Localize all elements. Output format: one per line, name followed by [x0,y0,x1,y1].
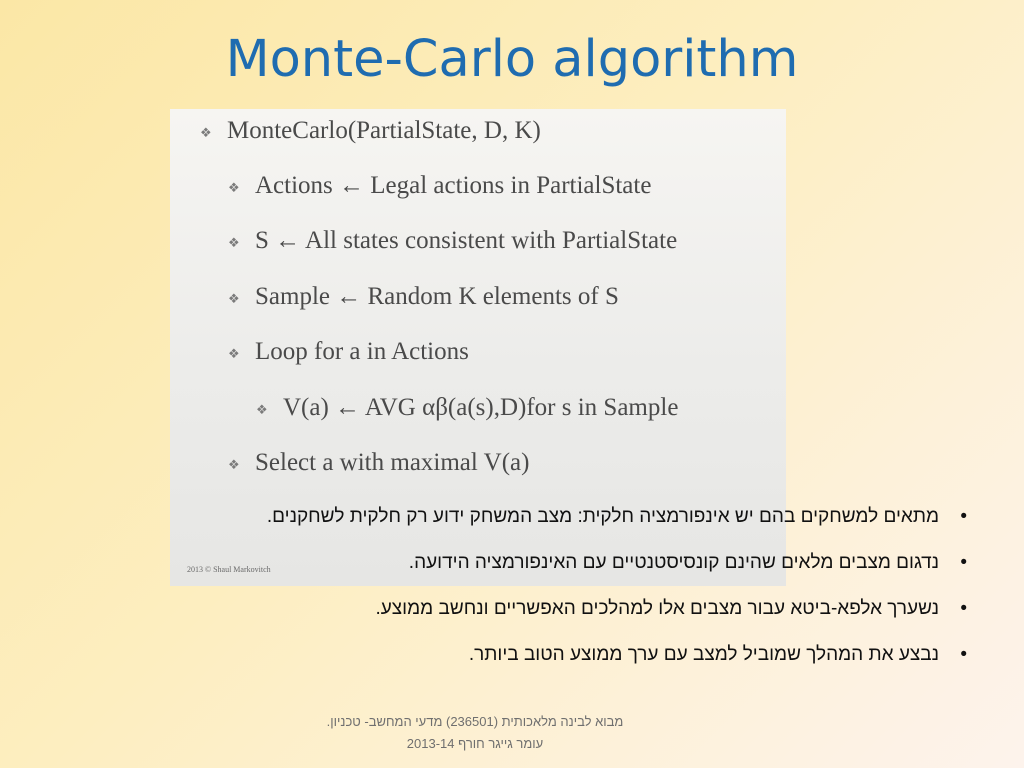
diamond-bullet-icon: ❖ [228,457,240,472]
bullet-icon: • [960,506,967,527]
diamond-bullet-icon: ❖ [228,346,240,361]
list-item-text: נבצע את המהלך שמוביל למצב עם ערך ממוצע הטוב ביותר. [468,644,939,665]
algorithm-line: Sample ← Random K elements of S [255,283,619,310]
list-item-text: נדגום מצבים מלאים שהינם קונסיסטנטיים עם האינפורמציה הידועה. [408,552,939,573]
algorithm-line: S ← All states consistent with PartialState [255,227,678,254]
diamond-bullet-icon: ❖ [228,180,240,195]
list-item-text: נשערך אלפא-ביטא עבור מצבים אלו למהלכים האפשריים ונחשב ממוצע. [375,598,939,619]
footer-author-line: עומר גייגר חורף 2013-14 [406,736,544,751]
algorithm-line: Loop for a in Actions [255,338,469,365]
footer-course-line: מבוא לבינה מלאכותית (236501) מדעי המחשב- טכניון. [326,714,624,729]
list-item [67,506,967,552]
bullet-icon: • [960,644,967,665]
algorithm-line: Actions ← Legal actions in PartialState [255,172,652,199]
list-item [67,552,967,598]
list-item [67,598,967,644]
algorithm-line: Select a with maximal V(a) [255,449,530,476]
list-item-text: מתאים למשחקים בהם יש אינפורמציה חלקית: מצב המשחק ידוע רק חלקית לשחקנים. [266,506,939,527]
diamond-bullet-icon: ❖ [228,235,240,250]
diamond-bullet-icon: ❖ [200,125,212,140]
hebrew-bullet-list [67,506,967,690]
bullet-icon: • [960,598,967,619]
algorithm-line: MonteCarlo(PartialState, D, K) [227,117,541,144]
slide-title: Monte-Carlo algorithm [225,30,799,89]
image-credit: 2013 © Shaul Markovitch [187,565,271,574]
list-item [67,644,967,690]
bullet-icon: • [960,552,967,573]
diamond-bullet-icon: ❖ [256,402,268,417]
algorithm-line: V(a) ← AVG αβ(a(s),D)for s in Sample [283,394,679,421]
diamond-bullet-icon: ❖ [228,291,240,306]
